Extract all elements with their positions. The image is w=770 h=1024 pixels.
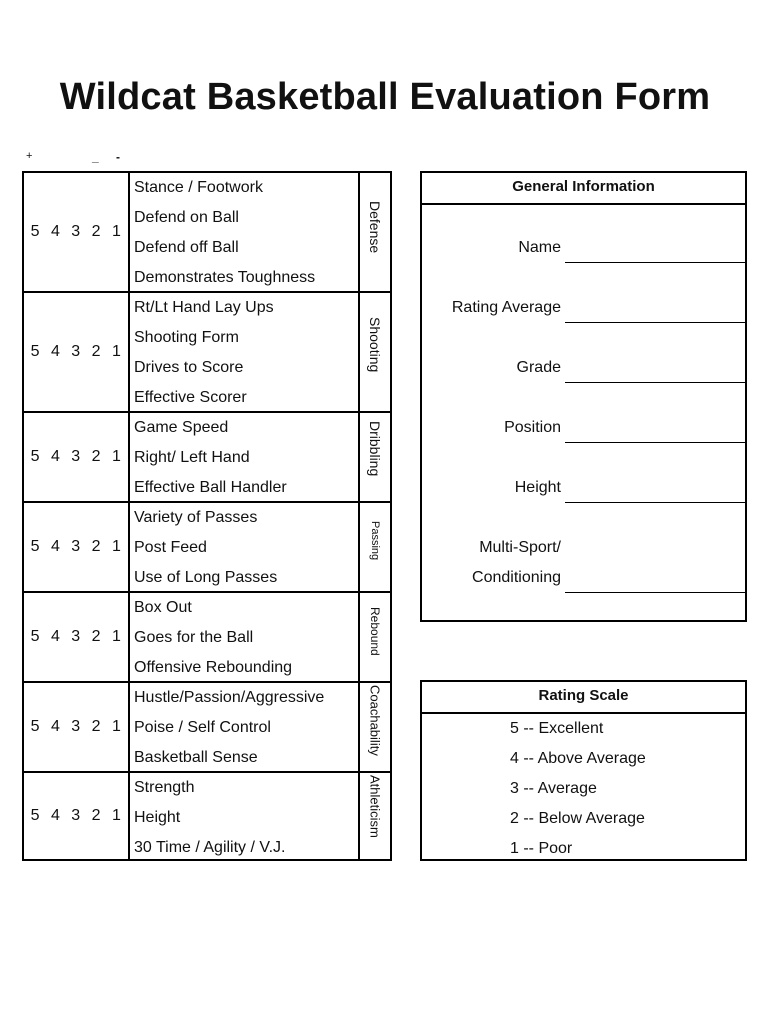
category-label: Shooting: [367, 317, 383, 373]
write-line[interactable]: [565, 441, 745, 443]
scale-item: 1 -- Poor: [510, 840, 573, 857]
skill-item: Drives to Score: [134, 359, 244, 376]
skill-item: Goes for the Ball: [134, 629, 254, 646]
skill-item: 30 Time / Agility / V.J.: [134, 839, 286, 856]
grade-field[interactable]: [422, 353, 745, 383]
category-label: Coachability: [367, 685, 383, 756]
position-field[interactable]: [422, 413, 745, 443]
form-title: Wildcat Basketball Evaluation Form: [59, 76, 711, 118]
section-coachability: [24, 683, 390, 773]
rating-average-field[interactable]: [422, 293, 745, 323]
skill-item: Right/ Left Hand: [134, 449, 250, 466]
rating-numbers[interactable]: 5 4 3 2 1: [24, 593, 130, 681]
skill-item: Demonstrates Toughness: [134, 269, 316, 286]
skill-item: Basketball Sense: [134, 749, 258, 766]
general-information-box: [420, 171, 747, 622]
skill-item: Hustle/Passion/Aggressive: [134, 689, 325, 706]
field-label: Grade: [516, 359, 561, 376]
skill-item: Height: [134, 809, 181, 826]
skill-item: Effective Ball Handler: [134, 479, 287, 496]
skill-item: Rt/Lt Hand Lay Ups: [134, 299, 274, 316]
skill-item: Variety of Passes: [134, 509, 258, 526]
multi-sport-field: [422, 533, 745, 563]
field-label: Position: [504, 419, 561, 436]
underscore-mark: _: [92, 150, 99, 164]
skill-item: Poise / Self Control: [134, 719, 271, 736]
height-field[interactable]: [422, 473, 745, 503]
write-line[interactable]: [565, 591, 745, 593]
skill-item: Offensive Rebounding: [134, 659, 293, 676]
category-label: Passing: [369, 521, 381, 561]
scale-item: 5 -- Excellent: [510, 720, 604, 737]
skill-item: Shooting Form: [134, 329, 239, 346]
rating-scale-box: [420, 680, 747, 861]
field-label: Name: [518, 239, 561, 256]
skill-item: Stance / Footwork: [134, 179, 263, 196]
category-label: Dribbling: [367, 421, 383, 477]
skill-item: Use of Long Passes: [134, 569, 278, 586]
skill-item: Post Feed: [134, 539, 207, 556]
write-line[interactable]: [565, 261, 745, 263]
rating-numbers[interactable]: 5 4 3 2 1: [24, 413, 130, 501]
write-line[interactable]: [565, 321, 745, 323]
rating-numbers[interactable]: 5 4 3 2 1: [24, 503, 130, 591]
skill-item: Effective Scorer: [134, 389, 247, 406]
plus-mark: +: [26, 150, 33, 162]
section-rebound: [24, 593, 390, 683]
category-label: Athleticism: [367, 775, 383, 838]
rating-numbers[interactable]: 5 4 3 2 1: [24, 293, 130, 411]
section-passing: [24, 503, 390, 593]
rating-numbers[interactable]: 5 4 3 2 1: [24, 683, 130, 771]
skill-item: Strength: [134, 779, 195, 796]
section-defense: [24, 173, 390, 293]
minus-mark: -: [116, 150, 120, 164]
general-information-heading: General Information: [422, 173, 745, 205]
section-shooting: [24, 293, 390, 413]
rating-scale-heading: Rating Scale: [422, 682, 745, 714]
name-field[interactable]: [422, 233, 745, 263]
write-line[interactable]: [565, 501, 745, 503]
scale-item: 2 -- Below Average: [510, 810, 645, 827]
rating-numbers[interactable]: 5 4 3 2 1: [24, 773, 130, 859]
evaluation-grid: [22, 171, 392, 861]
skill-item: Defend on Ball: [134, 209, 239, 226]
category-label: Defense: [367, 201, 383, 254]
section-dribbling: [24, 413, 390, 503]
field-label: Rating Average: [451, 299, 561, 316]
field-label: Multi-Sport/: [479, 539, 561, 556]
scale-item: 3 -- Average: [510, 780, 597, 797]
skill-item: Defend off Ball: [134, 239, 239, 256]
skill-item: Game Speed: [134, 419, 229, 436]
skill-item: Box Out: [134, 599, 192, 616]
conditioning-field[interactable]: [422, 563, 745, 593]
scale-item: 4 -- Above Average: [510, 750, 646, 767]
rating-numbers[interactable]: 5 4 3 2 1: [24, 173, 130, 291]
field-label: Conditioning: [472, 569, 561, 586]
category-label: Rebound: [368, 607, 382, 656]
field-label: Height: [514, 479, 561, 496]
section-athleticism: [24, 773, 390, 859]
write-line[interactable]: [565, 381, 745, 383]
